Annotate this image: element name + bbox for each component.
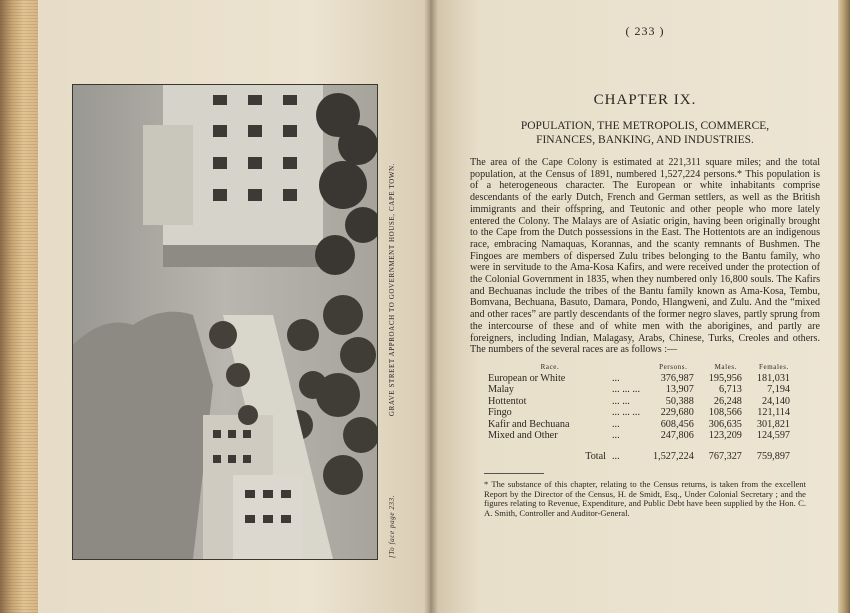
leader-dots: ... <box>612 372 620 384</box>
table-row <box>488 430 798 441</box>
males-value: 6,713 <box>718 384 742 396</box>
body-paragraph: The area of the Cape Colony is estimated at 221,311 square miles; and the total population, at the Census of 1891, numbered 1,527,224 persons.* This population is of a heterogeneous character. The European or white inhabitants comprise descendants of the early Dutch, French and German settlers, as well as the British immigrants and their offspring, and Teutonic and other people who more lately entered the Colony. The Malays are of Asiatic origin, having been originally brought to the Cape from the Dutch possessions in the East. The Hottentots are an indigenous race, embracing Namaquas, Korannas, and the scanty remnants of Bushmen. The Fingoes are members of dispersed Zulu tribes belonging to the Bantu family, who were in servitude to the Ama-Kosa Kafirs, and were received under the protection of the Colonial Government in 1835, when they numbered only 16,800 souls. The Kafirs and Bechuanas include the tribes of the Bantu family known as Ama-Kosa, Tembu, Bomvana, Bechuana, Basuto, Damara, Pondo, Hlangweni, and Zulu. And the “mixed and other races” are partly descendants of the former negro slaves, partly sprung from the intercourse of these and of white men with the aborigines, and partly are foreigners, including Indian, Malagasy, Arabs, Chinese, Turks, Creoles and others. The numbers of the several races are as follows :— <box>470 157 820 356</box>
header-males: Males. <box>714 362 738 371</box>
body-text <box>470 157 820 356</box>
header-females: Females. <box>759 362 789 371</box>
chapter-subtitle <box>470 119 820 147</box>
race-name: Fingo <box>488 407 512 419</box>
table-row <box>488 384 798 395</box>
leader-dots: ... ... ... <box>612 407 641 419</box>
females-value: 7,194 <box>767 384 790 396</box>
table-row <box>488 419 798 430</box>
race-name: Kafir and Bechuana <box>488 418 570 430</box>
leader-dots: ... ... ... <box>612 384 641 396</box>
total-label: Total <box>585 451 606 463</box>
leader-dots: ... <box>612 429 620 441</box>
face-page-note: [To face page 233. <box>388 494 396 558</box>
leader-dots: ... <box>612 418 620 430</box>
street-engraving-illustration <box>73 85 377 559</box>
females-value: 301,821 <box>756 418 790 430</box>
header-race: Race. <box>540 362 560 371</box>
race-name: Hottentot <box>488 395 527 407</box>
females-value: 24,140 <box>761 395 790 407</box>
table-row <box>488 373 798 384</box>
persons-value: 50,388 <box>665 395 694 407</box>
males-value: 306,635 <box>708 418 742 430</box>
leader-dots: ... <box>612 451 620 463</box>
race-name: European or White <box>488 372 566 384</box>
chapter-heading: CHAPTER IX. <box>593 92 697 108</box>
leader-dots: ... ... <box>612 395 630 407</box>
total-males: 767,327 <box>708 451 742 463</box>
persons-value: 376,987 <box>660 372 694 384</box>
engraving-plate <box>72 84 378 560</box>
page-number: ( 233 ) <box>625 24 665 38</box>
males-value: 195,956 <box>708 372 742 384</box>
persons-value: 247,806 <box>660 429 694 441</box>
book-gutter <box>424 0 438 613</box>
chapter-subtitle-line-1: POPULATION, THE METROPOLIS, COMMERCE, <box>520 120 770 132</box>
persons-value: 608,456 <box>660 418 694 430</box>
race-name: Malay <box>488 384 515 396</box>
males-value: 108,566 <box>708 407 742 419</box>
males-value: 123,209 <box>708 429 742 441</box>
table-row <box>488 396 798 407</box>
book-page-edges-right <box>838 0 850 613</box>
persons-value: 229,680 <box>660 407 694 419</box>
total-females: 759,897 <box>756 451 790 463</box>
females-value: 121,114 <box>757 407 790 419</box>
race-name: Mixed and Other <box>488 429 558 441</box>
table-row <box>488 407 798 418</box>
males-value: 26,248 <box>713 395 742 407</box>
population-table <box>488 362 798 463</box>
plate-caption <box>388 84 396 558</box>
header-persons: Persons. <box>659 362 688 371</box>
females-value: 124,597 <box>756 429 790 441</box>
total-persons: 1,527,224 <box>653 451 694 463</box>
chapter-subtitle-line-2: FINANCES, BANKING, AND INDUSTRIES. <box>536 134 754 146</box>
book-page-edges-left <box>0 0 40 613</box>
header-dots <box>612 362 645 373</box>
females-value: 181,031 <box>756 372 790 384</box>
table-header-row <box>488 362 798 373</box>
persons-value: 13,907 <box>665 384 694 396</box>
table-total-row <box>488 441 798 462</box>
footnote-divider <box>484 473 544 474</box>
right-page-content <box>470 24 820 519</box>
footnote: * The substance of this chapter, relating to the Census returns, is taken from the excellent Report by the Director of the Census, H. de Smidt, Esq., Under Colonial Secretary ; and the figures relating to Revenue, Expenditure, and Public Debt have been supplied by the Hon. C. A. Smith, Controller and Auditor-General. <box>484 478 806 519</box>
plate-caption-text: GRAVE STREET APPROACH TO GOVERNMENT HOUSE, CAPE TOWN. <box>388 162 396 417</box>
plate-caption-area <box>384 84 400 558</box>
